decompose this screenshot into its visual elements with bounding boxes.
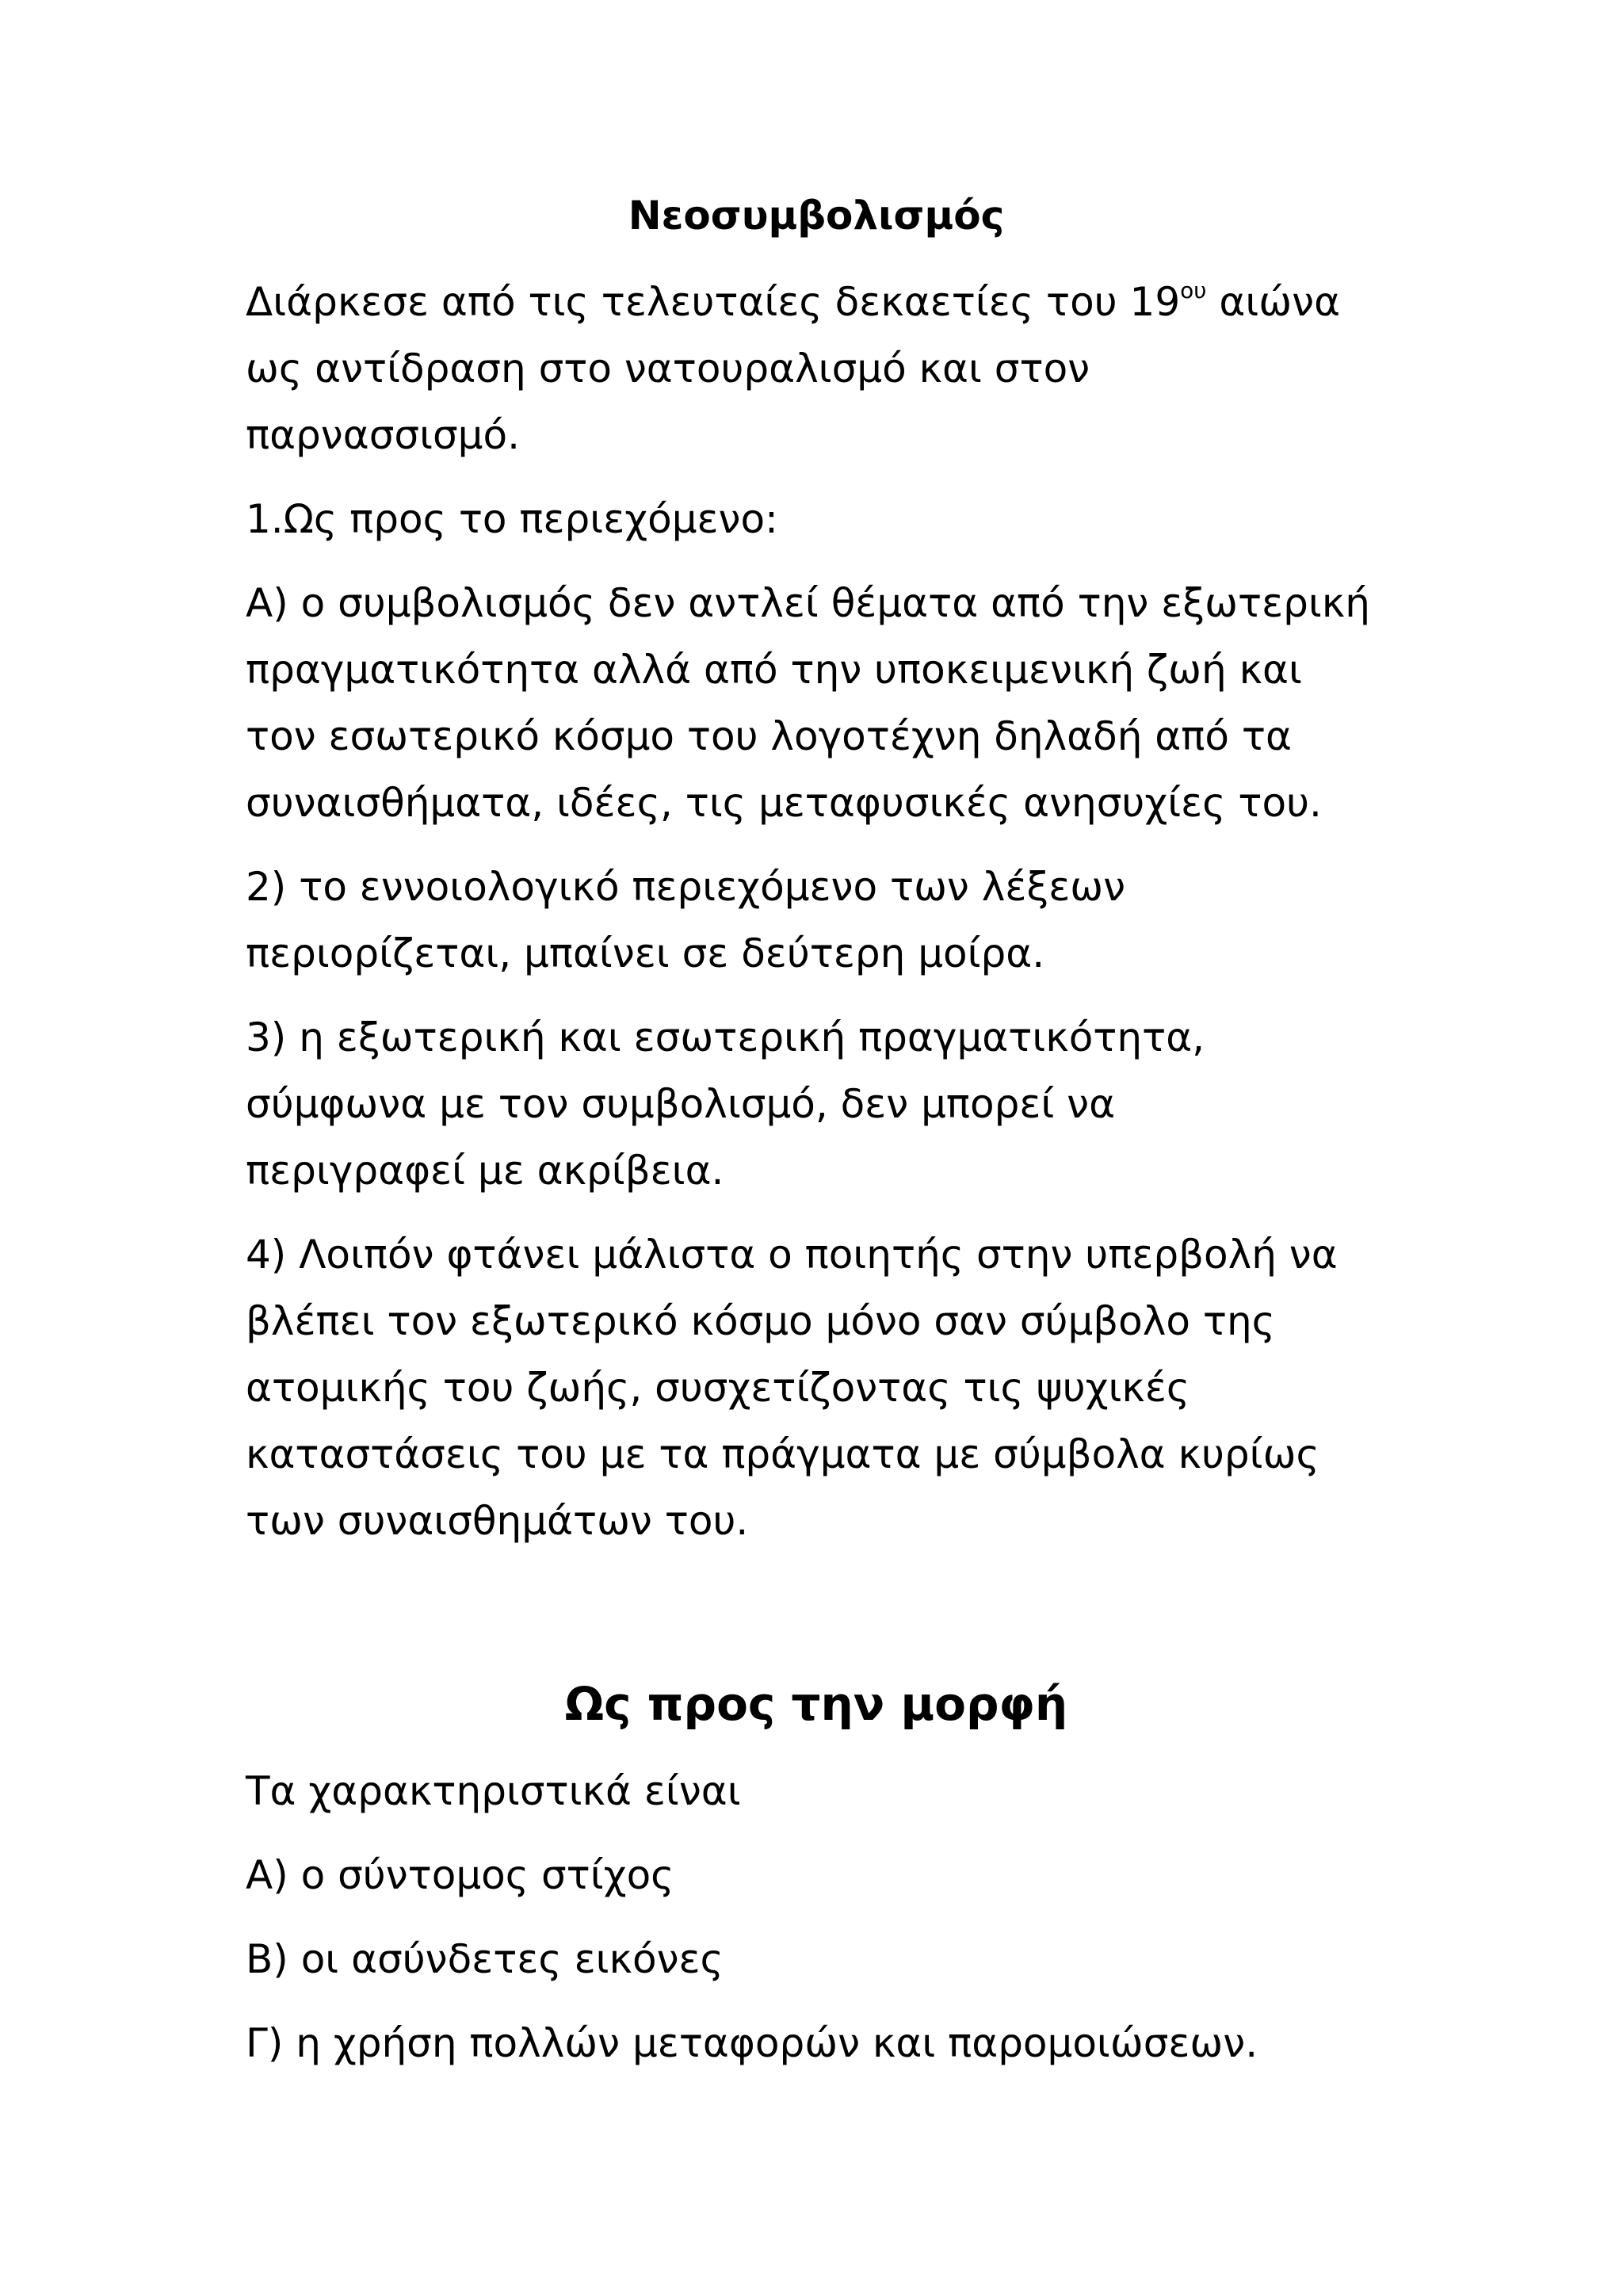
point-2-paragraph <box>246 854 1387 987</box>
century-superscript: ου <box>1180 277 1207 304</box>
point-2-line: περιορίζεται, μπαίνει σε δεύτερη μοίρα. <box>246 930 1045 976</box>
point-3-paragraph <box>246 1004 1387 1204</box>
document-title: Νεοσυμβολισμός <box>628 193 1005 239</box>
point-4-line: ατομικής του ζωής, συσχετίζοντας τις ψυχικές <box>246 1365 1190 1411</box>
point-a-line: τον εσωτερικό κόσμο του λογοτέχνη δηλαδή από τα <box>246 713 1292 759</box>
point-3-line: 3) η εξωτερική και εσωτερική πραγματικότητα, <box>246 1014 1205 1060</box>
intro-paragraph <box>246 269 1387 468</box>
form-intro: Τα χαρακτηριστικά είναι <box>246 1768 741 1815</box>
form-item: Α) ο σύντομος στίχος <box>246 1852 674 1899</box>
content-heading-text: 1.Ως προς το περιεχόμενο: <box>246 496 778 542</box>
intro-line-3: παρνασσισμό. <box>246 412 520 458</box>
point-a-line: συναισθήματα, ιδέες, τις μεταφυσικές ανησυχίες του. <box>246 780 1322 826</box>
intro-line-1-text: Διάρκεσε από τις τελευταίες δεκαετίες του 19 <box>246 279 1181 325</box>
intro-line-1-end: αιώνα <box>1206 279 1341 325</box>
point-a-paragraph <box>246 570 1387 836</box>
point-4-line: καταστάσεις του με τα πράγματα με σύμβολα κυρίως <box>246 1431 1319 1477</box>
point-4-line: των συναισθημάτων του. <box>246 1498 749 1544</box>
form-section-heading: Ως προς την μορφή <box>564 1677 1068 1731</box>
point-4-line: βλέπει τον εξωτερικό κόσμο μόνο σαν σύμβολο της <box>246 1298 1275 1344</box>
form-item: Β) οι ασύνδετες εικόνες <box>246 1936 724 1983</box>
content-heading <box>246 486 1387 552</box>
intro-line-2: ως αντίδραση στο νατουραλισμό και στον <box>246 346 1090 392</box>
point-4-line: 4) Λοιπόν φτάνει μάλιστα ο ποιητής στην υπερβολή να <box>246 1232 1338 1278</box>
form-item: Γ) η χρήση πολλών μεταφορών και παρομοιώσεων. <box>246 2020 1258 2067</box>
point-a-line: πραγματικότητα αλλά από την υποκειμενική ζωή και <box>246 647 1302 693</box>
point-a-line: Α) ο συμβολισμός δεν αντλεί θέματα από την εξωτερική <box>246 580 1370 626</box>
document-content <box>246 190 1387 2094</box>
intro-line-1 <box>246 269 1387 335</box>
point-3-line: περιγραφεί με ακρίβεια. <box>246 1148 724 1194</box>
point-3-line: σύμφωνα με τον συμβολισμό, δεν μπορεί να <box>246 1081 1116 1127</box>
point-4-paragraph <box>246 1221 1387 1554</box>
point-2-line: 2) το εννοιολογικό περιεχόμενο των λέξεων <box>246 864 1126 910</box>
